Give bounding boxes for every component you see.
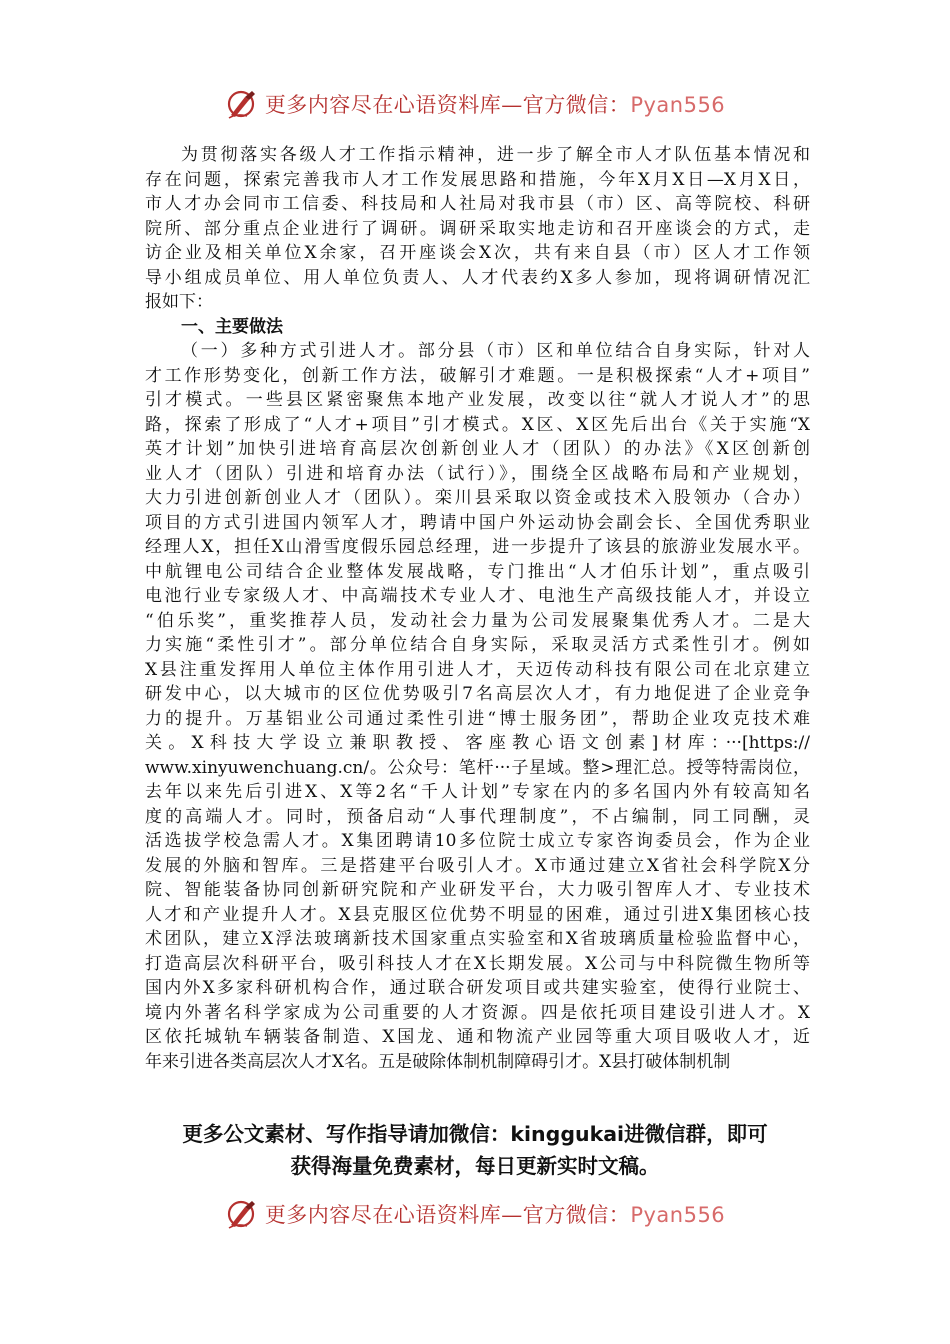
section-heading: 一、主要做法 <box>181 316 283 337</box>
document-line: 人才和产业提升人才。X县克服区位优势不明显的困难，通过引进X集团核心技 <box>145 904 810 925</box>
document-line: （一）多种方式引进人才。部分县（市）区和单位结合自身实际，针对人 <box>181 341 810 361</box>
document-line: 存在问题，探索完善我市人才工作发展思路和措施，今年X月X日—X月X日， <box>145 169 810 190</box>
document-line: 院所、部分重点企业进行了调研。调研采取实地走访和召开座谈会的方式，走 <box>145 218 810 239</box>
document-line: 度的高端人才。同时，预备启动“人事代理制度”，不占编制，同工同酬，灵 <box>145 806 810 827</box>
document-line: 活选拔学校急需人才。X集团聘请10多位院士成立专家咨询委员会，作为企业 <box>145 831 810 851</box>
footer-banner <box>0 1194 950 1234</box>
document-line: 才工作形势变化，创新工作方法，破解引才难题。一是积极探索“人才+项目” <box>145 365 810 386</box>
document-line: 路，探索了形成了“人才+项目”引才模式。X区、X区先后出台《关于实施“X <box>145 414 810 435</box>
document-line: 电池行业专家级人才、中高端技术专业人才、电池生产高级技能人才，并设立 <box>145 586 810 606</box>
document-line: 境内外著名科学家成为公司重要的人才资源。四是依托项目建设引进人才。X <box>145 1002 810 1023</box>
document-line: 区依托城轨车辆装备制造、X国龙、通和物流产业园等重大项目吸收人才，近 <box>145 1027 810 1047</box>
document-line: 去年以来先后引进X、X等2名“千人计划”专家在内的多名国内外有较高知名 <box>145 782 810 802</box>
document-line: 导小组成员单位、用人单位负责人、人才代表约X多人参加，现将调研情况汇 <box>145 267 810 288</box>
document-line: www.xinyuwenchuang.cn/。公众号：笔杆···子星域。整>理汇总。授等特需岗位， <box>145 757 810 778</box>
document-line: 院、智能装备协同创新研究院和产业研发平台，大力吸引智库人才、专业技术 <box>145 880 810 900</box>
document-line: 力实施“柔性引才”。部分单位结合自身实际，采取灵活方式柔性引才。例如 <box>145 635 810 655</box>
banner-text <box>265 1199 725 1229</box>
document-line: 中航锂电公司结合企业整体发展战略，专门推出“人才伯乐计划”，重点吸引 <box>145 561 810 582</box>
document-line: 打造高层次科研平台，吸引科技人才在X长期发展。X公司与中科院微生物所等 <box>145 953 810 974</box>
banner-wechat-id: Pyan556 <box>630 93 726 117</box>
document-line: “伯乐奖”，重奖推荐人员，发动社会力量为公司发展聚集优秀人才。二是大 <box>145 610 810 631</box>
document-line: 经理人X，担任X山滑雪度假乐园总经理，进一步提升了该县的旅游业发展水平。 <box>145 537 810 557</box>
document-line: 英才计划”加快引进培育高层次创新创业人才（团队）的办法》《X区创新创 <box>145 439 810 459</box>
document-line: 术团队，建立X浮法玻璃新技术国家重点实验室和X省玻璃质量检验监督中心， <box>145 929 810 949</box>
document-body <box>145 143 810 1074</box>
document-line: 为贯彻落实各级人才工作指示精神，进一步了解全市人才队伍基本情况和 <box>181 145 810 165</box>
document-line: 大力引进创新创业人才（团队）。栾川县采取以资金或技术入股领办（合办） <box>145 488 810 508</box>
footer-line-2: 获得海量免费素材，每日更新实时文稿。 <box>290 1154 660 1178</box>
document-line: 力的提升。万基铝业公司通过柔性引进“博士服务团”，帮助企业攻克技术难 <box>145 708 810 729</box>
footer-line-1: 更多公文素材、写作指导请加微信：kinggukai进微信群，即可 <box>182 1122 768 1146</box>
document-line: 关。X科技大学设立兼职教授、客座教心语文创素]材库：···[https:// <box>145 733 810 753</box>
header-banner <box>0 84 950 124</box>
banner-wechat-id: Pyan556 <box>630 1203 726 1227</box>
document-line: 项目的方式引进国内领军人才，聘请中国户外运动协会副会长、全国优秀职业 <box>145 512 810 533</box>
footer-notice <box>0 1118 950 1182</box>
document-line: 年来引进各类高层次人才X名。五是破除体制机制障碍引才。X县打破体制机制 <box>145 1051 731 1072</box>
document-line: X县注重发挥用人单位主体作用引进人才，天迈传动科技有限公司在北京建立 <box>145 659 810 680</box>
document-line: 发展的外脑和智库。三是搭建平台吸引人才。X市通过建立X省社会科学院X分 <box>145 855 810 876</box>
document-line: 报如下： <box>145 292 213 312</box>
banner-title: 更多内容尽在心语资料库—官方微信： <box>264 1203 631 1227</box>
document-line: 市人才办会同市工信委、科技局和人社局对我市县（市）区、高等院校、科研 <box>145 194 810 214</box>
banner-title: 更多内容尽在心语资料库—官方微信： <box>264 93 631 117</box>
document-line: 研发中心，以大城市的区位优势吸引7名高层次人才，有力地促进了企业竞争 <box>145 684 810 704</box>
document-line: 引才模式。一些县区紧密聚焦本地产业发展，改变以往“就人才说人才”的思 <box>145 390 810 410</box>
document-line: 国内外X多家科研机构合作，通过联合研发项目或共建实验室，使得行业院士、 <box>145 978 810 998</box>
writing-hand-logo-icon <box>225 87 259 121</box>
document-line: 访企业及相关单位X余家，召开座谈会X次，共有来自县（市）区人才工作领 <box>145 243 810 263</box>
writing-hand-logo-icon <box>225 1197 259 1231</box>
banner-text <box>265 89 725 119</box>
document-line: 业人才（团队）引进和培育办法（试行）》，围绕全区战略布局和产业规划， <box>145 463 810 484</box>
